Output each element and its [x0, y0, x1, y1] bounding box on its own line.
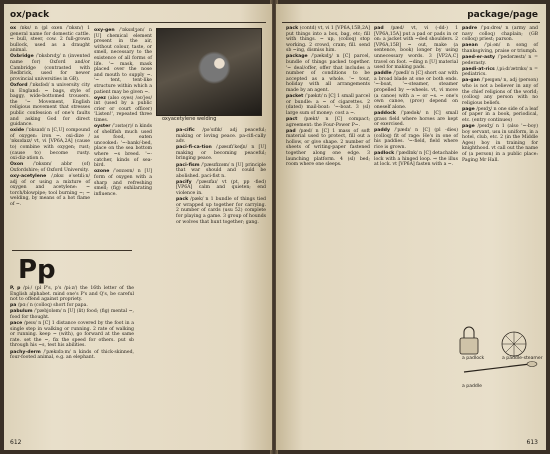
entry-headword: pa-gan [462, 78, 480, 84]
dictionary-entry [10, 286, 134, 303]
left-column-1 [10, 26, 90, 241]
dictionary-entry [462, 124, 538, 163]
entry-headword: paddle [374, 71, 392, 77]
right-column-2 [374, 26, 458, 436]
entry-headword: Oxbridge [10, 54, 34, 60]
entry-headword: padre [462, 26, 478, 31]
figure-label-paddle-steamer: a paddle-steamer [502, 356, 543, 361]
entry-headword: pact [286, 117, 298, 122]
entry-headword: padlock [374, 151, 395, 157]
entry-definition: /ˈpæsɪfɪzəm/ n [U] principle that war should and could be abolished. paci-fist n. [176, 162, 266, 179]
left-running-head: ox/pack [10, 10, 50, 20]
entry-definition: /ˈpedəræstɪ/ n = pederasty. [462, 54, 538, 66]
entry-headword: pa-cific [176, 128, 195, 133]
entry-definition: /ˈpæsɪfaɪ/ vt (pt, pp -fied) [VP6A] calm and quieten; end violence in. [176, 179, 266, 197]
entry-definition: /ˌɒksɪ əˈsetɪliːn/ adj of or using a mixture of oxygen and acetylene: ~ torch/blowpipe; tool burning ~; ~ welding, by means of a hot flame of ~. [10, 173, 90, 207]
entry-headword: page [462, 124, 475, 130]
entry-definition: /ˈɔɪstə(r)/ n kinds of shellfish much used as food, eaten uncooked: '~-bank/-bed, place on the sea bottom where ~s breed. '~-catcher, kinds of sea-bird. [94, 124, 152, 169]
entry-headword: paddy [374, 128, 390, 134]
padlock-shackle [464, 327, 474, 338]
entry-definition: /ˈɒksɪdʒən/ n [U] chemical element present in the air, without colour, taste, or smell, necessary to the existence of all forms of life. '~ mask, mask placed over the nose and mouth to supply ~. '~ tent, tent-like structure within which a patient may be given ~. [94, 28, 152, 95]
entry-definition: /peɪdʒ/ n one side of a leaf of paper in a book, periodical, etc. (entry continues) [462, 106, 538, 123]
entry-definition: /peɪdʒ/ n 1 (also '~-boy) boy servant, usu in uniform, in a hotel, club, etc. 2 (in the Middle Ages) boy in training for knighthood. vt call out the name of (a person) in a public place: Paging Mr Hall. [462, 124, 538, 163]
right-page-number: 613 [526, 439, 538, 446]
right-running-head: package/page [467, 10, 538, 20]
entry-headword: paean [462, 43, 478, 49]
dictionary-entry [176, 128, 266, 145]
entry-definition: /piː/ (pl P's, p's /piːz/) the 16th letter of the English alphabet. mind one's P's and Q's, be careful not to offend against propriety. [10, 286, 135, 303]
left-header-rule [10, 22, 266, 23]
entry-definition: /ɒks/ n (pl oxen /ˈɒksn/) 1 general name for domestic cattle. ⇨ bull, steer, cow. 2 full-grown bullock, used as a draught animal. [10, 26, 90, 54]
entry-definition: /ˈpædl/ n [C] short oar with a broad blade at one or both ends. '~-boat, '~-steamer, steamer propelled by ~-wheels. vt, vi move (a canoe) with a ~ or ~s. ~ one's own canoe, (prov) depend on oneself alone. [374, 71, 458, 110]
entry-definition: /pæk/ n 1 bundle of things tied or wrapped up together for carrying. 2 number of cards (usu 52) complete for playing a game. 3 group of hounds or wolves that hunt together; gang. [176, 197, 266, 225]
dictionary-entry [374, 71, 458, 110]
padlock-paddle-illustration [456, 320, 538, 380]
paddle-shaft [464, 364, 530, 372]
entry-definition: /ˈɒksbrɪdʒ/ n (invented name for) Oxford and/or Cambridge (contrasted with Redbrick, used for newer provincial universities in GB). [10, 54, 90, 82]
entry-headword: ox [10, 26, 17, 31]
entry-definition: /peɪs/ n [C] 1 distance covered by the foot in a single step in walking or running. 2 rate of walking or running. keep ~ (with), go forward at the same rate. set the ~, fix the speed for others. put sb through his ~s, test his abilities. [10, 321, 134, 349]
entry-definition: (contd) vt, vi 1 [VP6A,15B,2A] put things into a box, bag, etc; fill with things. ~ up, (colloq) stop working. 2 crowd, cram; fill. send sb ~ing, dismiss him. [286, 26, 370, 54]
paddle-blade [527, 362, 537, 367]
dictionary-entry [462, 67, 538, 78]
entry-headword: pace [10, 321, 23, 327]
entry-headword: paci-fi-ca-tion [176, 145, 212, 151]
figure-label-paddle: a paddle [462, 384, 482, 389]
dictionary-entry [374, 151, 458, 168]
dictionary-entry [94, 124, 152, 169]
dictionary-entry [176, 180, 266, 197]
entry-definition: /pɑː/ n (colloq) short for papa. [16, 303, 88, 309]
entry-definition: /pæd/ vt, vi (-dd-) 1 [VP6A,15A] put a pad or pads in or on: a jacket with ~ded shoulders. 2 [VP6A,15B] ~ out, make (a sentence, book) longer by using unnecessary words. 3 [VP2A,C] travel on foot. ~ding n [U] material used for making pads. [374, 26, 458, 71]
entry-headword: package [286, 54, 308, 60]
entry-definition: /ˈpɑːdreɪ/ n (army and navy colloq) chaplain; (GB colloq) priest; parson. [462, 26, 538, 43]
dictionary-entry [10, 26, 90, 54]
dictionary-entry [286, 26, 370, 54]
section-letter-pp: Pp [18, 255, 56, 285]
entry-headword: oxy-gen [94, 28, 115, 33]
dictionary-entry [374, 111, 458, 128]
entry-definition: /ˈpædɪ/ n [C] (pl -dies) (colloq) fit of rage: He's in one of his paddies. '~-field, field where rice is grown. [374, 128, 458, 150]
entry-headword: pad [286, 128, 296, 134]
dictionary-entry [462, 43, 538, 54]
left-column-3 [176, 128, 266, 236]
dictionary-entry [94, 28, 152, 95]
dictionary-entry [374, 26, 458, 71]
dictionary-entry [10, 54, 90, 82]
dictionary-entry [10, 321, 134, 349]
figure-label-padlock: a padlock [462, 356, 485, 361]
dictionary-entry [462, 78, 538, 106]
oxyacetylene-welding-photo [156, 28, 262, 116]
entry-definition: /ˈpækɪdʒ/ n [C] parcel, bundle of things packed together. '~ deal/offer, offer that includes a number of conditions to be accepted as a whole. '~ tour, holiday with all arrangements made by an agent. [286, 54, 370, 94]
entry-headword: page [462, 106, 475, 112]
entry-headword: paed-er-asty [462, 54, 496, 60]
dictionary-entry [374, 128, 458, 150]
entry-definition: /pæd/ n [C] 1 mass of soft material used to protect, fill out a hollow, or give shape. 2 number of sheets of writing-paper fastened together along one edge. 3 launching platform. 4 (sl) bed; room where one sleeps. [286, 128, 370, 168]
entry-definition: /ˈpækɪdɜːm/ n kinds of thick-skinned, four-footed animal, e.g. an elephant. [10, 349, 134, 361]
dictionary-entry [10, 174, 90, 208]
entry-headword: P, p [10, 286, 21, 291]
entry-headword: Oxford [10, 82, 28, 88]
dictionary-entry [10, 350, 134, 361]
dictionary-entry [10, 309, 134, 320]
left-column-2-top [94, 28, 152, 197]
entry-headword: pack [286, 26, 299, 31]
entry-definition: /pækt/ n [C] compact; agreement: the Four-Power P~. [286, 117, 370, 128]
left-page-number: 612 [10, 439, 22, 446]
photo-caption: oxyacetylene welding [162, 116, 217, 122]
entry-headword: oxy-acetylene [10, 173, 47, 179]
dictionary-entry [94, 169, 152, 197]
entry-definition: /ˈpædlɒk/ n [C] detachable lock with a hinged loop. ⇨ the illus at lock. vt [VP6A] fasten with a ~. [374, 151, 458, 168]
right-column-3 [462, 26, 538, 312]
entry-definition: /pəˈsɪfɪk/ adj peaceful; making or loving peace. pa-cifi-cally adv. [176, 128, 266, 145]
entry-definition: /ˈpædək/ n [C] small grass field where horses are kept or exercised. [374, 110, 458, 128]
dictionary-entry [10, 128, 90, 162]
entry-definition: /ˈpæbjʊləm/ n [U] (lit) food; (fig) mental ~, food for thought. [10, 309, 134, 320]
entry-definition: /ˈpeɪɡən/ n, adj (person) who is not a believer in any of the chief religions of the world; (colloq) any person with no religious beliefs. [462, 78, 538, 106]
entry-headword: oxide [10, 128, 25, 134]
entry-headword: ozone [94, 169, 110, 175]
dictionary-entry [286, 117, 370, 128]
entry-headword: paedi-at-rics [462, 66, 495, 72]
entry-headword: packet [286, 94, 304, 100]
dictionary-entry [462, 26, 538, 43]
dictionary-entry [176, 197, 266, 225]
entry-headword: pad [374, 26, 384, 31]
padlock-body [460, 338, 478, 354]
left-column-3-lower [138, 244, 266, 436]
dictionary-entry [462, 55, 538, 66]
entry-headword: pabulum [10, 309, 33, 315]
entry-definition: /ˌpiːdɪˈætrɪks/ n = pediatrics. [462, 66, 538, 78]
entry-headword: oyster [94, 124, 111, 130]
entry-headword: Oxon [10, 162, 24, 168]
right-column-1 [286, 26, 370, 436]
entry-headword: pack [176, 197, 189, 203]
section-letter-block [12, 250, 132, 283]
dictionary-entry [286, 94, 370, 116]
dictionary-entry [286, 54, 370, 93]
right-header-rule [282, 22, 540, 23]
entry-definition: /ˈɒksaɪd/ n [C,U] compound of oxygen: iron ~. oxi·dize /ˈɒksɪdaɪz/ vt, vi [VP6A,2A] (cause to) combine with oxygen; rust; (cause to) become rusty. oxi·diz·ation n. [10, 128, 90, 162]
entry-definition: (also oyes) /əʊˈjes/ int (used by a public crier or court officer) 'Listen!', repeated three times. [94, 95, 152, 123]
dictionary-entry [10, 83, 90, 128]
dictionary-entry [176, 145, 266, 162]
entry-headword: pa [10, 303, 17, 309]
entry-headword: oyez [94, 95, 106, 101]
entry-definition: /ˈɒksɒn/ abbr (of) Oxfordshire; of Oxford University. [10, 162, 90, 173]
entry-headword: pachy-derm [10, 349, 41, 355]
entry-definition: /ˈɒksfəd/ n university city in England: ~ bags, style of baggy, wide-bottomed trousers. the '~ Movement, English religious movement that stresses public confession of one's faults and asking God for direct guidance. [10, 82, 90, 128]
entry-definition: /ˈpiːən/ n song of thanksgiving, praise or triumph. [462, 43, 538, 54]
right-page [276, 4, 546, 450]
entry-headword: paddock [374, 110, 396, 116]
entry-definition: /ˌpæsɪfɪˈkeɪʃn/ n [U] making or becoming peaceful; bringing peace. [176, 145, 266, 162]
entry-definition: /ˈpækɪt/ n [C] 1 small parcel or bundle: a ~ of cigarettes. 2 (dated) mail-boat: '~-boat. 3 (sl) large sum of money: cost a ~. [286, 94, 370, 116]
left-page [4, 4, 272, 450]
entry-headword: pacify [176, 179, 192, 185]
dictionary-entry [10, 162, 90, 173]
dictionary-entry [462, 107, 538, 124]
dictionary-entry [94, 96, 152, 124]
dictionary-entry [286, 129, 370, 168]
left-p-entries [10, 286, 134, 436]
dictionary-entry [176, 163, 266, 180]
entry-headword: paci-fism [176, 162, 200, 168]
entry-definition: /ˈəʊzəʊn/ n [U] form of oxygen with a sharp and refreshing smell; (fig) exhilarating influence. [94, 169, 152, 197]
